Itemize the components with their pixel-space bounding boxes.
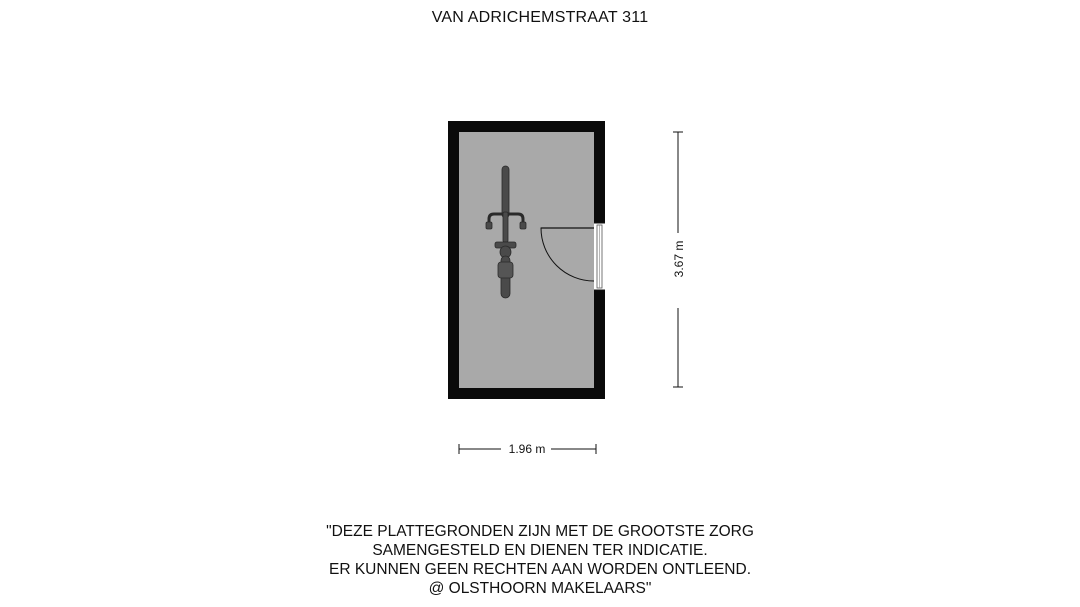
height-label: 3.67 m [672, 240, 686, 278]
disclaimer-line: SAMENGESTELD EN DIENEN TER INDICATIE. [372, 542, 708, 559]
width-dimension [459, 442, 596, 456]
disclaimer-line: "DEZE PLATTEGRONDEN ZIJN MET DE GROOTSTE ZORG [326, 523, 754, 540]
width-label: 1.96 m [508, 442, 546, 456]
height-dimension [672, 132, 686, 387]
disclaimer [0, 522, 1080, 598]
room-floor [459, 132, 594, 388]
floorplan-title: VAN ADRICHEMSTRAAT 311 [431, 9, 649, 26]
disclaimer-line: @ OLSTHOORN MAKELAARS" [428, 580, 652, 597]
room [448, 121, 605, 399]
disclaimer-line: ER KUNNEN GEEN RECHTEN AAN WORDEN ONTLEEND. [329, 561, 751, 578]
